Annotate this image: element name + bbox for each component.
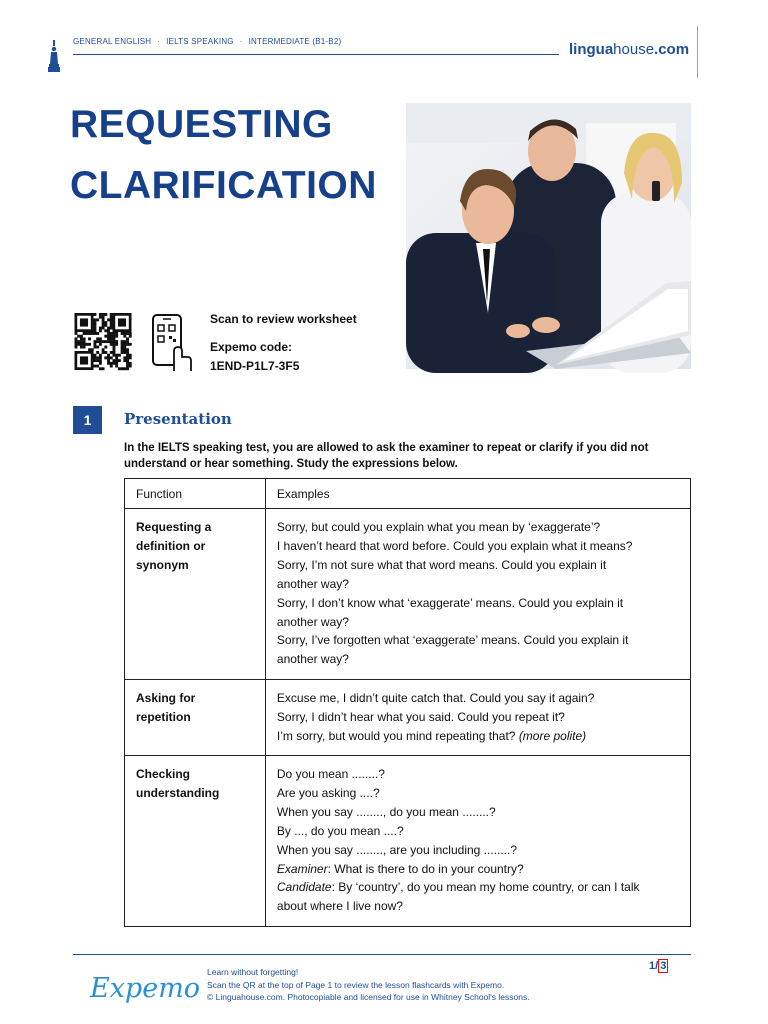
candidate-label: Candidate: [276, 880, 332, 895]
examples-cell: [265, 509, 690, 680]
example-line: Sorry, I don’t know what ‘exaggerate’ means. Could you explain it: [276, 595, 624, 610]
table-row: [125, 509, 691, 680]
footer-line: © Linguahouse.com. Photocopiable and licensed for use in Whitney School's lessons.: [207, 992, 530, 1002]
function-text: definition or: [136, 538, 206, 553]
example-line: Sorry, I’m not sure what that word means. Could you explain it: [276, 557, 607, 572]
function-text: Checking: [136, 767, 191, 781]
expemo-code-value: 1END-P1L7-3F5: [210, 359, 300, 373]
footer-line: Scan the QR at the top of Page 1 to review the lesson flashcards with Expemo.: [207, 979, 505, 990]
brand-bold: lingua: [569, 41, 614, 58]
title-line: REQUESTING: [70, 103, 333, 146]
examiner-label: Examiner: [276, 861, 328, 876]
examples-cell: [265, 756, 690, 927]
page-total: 3: [660, 960, 667, 972]
function-cell: [125, 680, 266, 756]
title-line: CLARIFICATION: [70, 164, 377, 207]
expemo-logo-text: Expemo: [90, 973, 201, 1004]
page-current: 1: [649, 960, 656, 972]
candidate-text: : By ‘country’, do you mean my home country, or can I talk: [331, 880, 640, 895]
example-line: another way?: [276, 614, 349, 629]
example-line: [277, 878, 679, 897]
column-header-function: Function: [125, 479, 266, 509]
brand-divider: [697, 26, 698, 78]
example-line: [277, 860, 679, 879]
function-text: synonym: [136, 557, 189, 572]
example-line: By ..., do you mean ....?: [276, 823, 404, 838]
function-cell: [125, 756, 266, 927]
page-separator: /: [655, 960, 659, 972]
example-line: Sorry, but could you explain what you mean by ‘exaggerate’?: [276, 520, 601, 534]
brand-light: house: [613, 41, 655, 58]
section-intro: In the IELTS speaking test, you are allowed to ask the examiner to repeat or clarify if you did not understand or hear something. Study the expressions below.: [124, 442, 649, 470]
qr-code-icon: [73, 313, 133, 370]
example-text: I’m sorry, but would you mind repeating that?: [276, 728, 516, 743]
expressions-table: [124, 478, 691, 927]
example-line: When you say ........, do you mean ........?: [276, 804, 496, 819]
statue-of-liberty-icon: [47, 40, 61, 72]
page-number: [649, 960, 668, 972]
breadcrumb-item: INTERMEDIATE (B1-B2): [248, 37, 342, 46]
example-line: another way?: [276, 576, 349, 591]
example-line: about where I live now?: [276, 899, 403, 914]
function-text: Asking for: [136, 691, 196, 705]
example-line: Sorry, I’ve forgotten what ‘exaggerate’ means. Could you explain it: [276, 633, 629, 648]
example-line: Excuse me, I didn’t quite catch that. Could you say it again?: [276, 691, 595, 705]
examples-cell: [265, 680, 690, 756]
footer-divider: [73, 954, 691, 955]
breadcrumb-separator: ·: [157, 37, 161, 46]
footer-text: [207, 966, 530, 1004]
office-team-photo: [406, 103, 691, 369]
example-line: Do you mean ........?: [276, 767, 385, 781]
scan-to-review-label: Scan to review worksheet: [210, 312, 357, 326]
examiner-text: : What is there to do in your country?: [327, 861, 524, 876]
expemo-logo: [88, 965, 201, 1010]
function-text: repetition: [136, 709, 191, 724]
brand-domain: .com: [654, 41, 690, 58]
example-line: I haven’t heard that word before. Could you explain what it means?: [276, 538, 633, 553]
example-line: When you say ........, are you including ........?: [276, 842, 518, 857]
footer-line: Learn without forgetting!: [207, 967, 299, 977]
example-line: Sorry, I didn’t hear what you said. Could you repeat it?: [276, 709, 565, 724]
brand-logo: [569, 41, 689, 58]
function-text: Requesting a: [136, 520, 212, 534]
polite-note: (more polite): [518, 728, 587, 743]
section-title: Presentation: [124, 410, 232, 428]
expemo-code-label: Expemo code:: [210, 340, 293, 354]
example-line: another way?: [276, 652, 349, 667]
table-row: [125, 756, 691, 927]
example-line: [277, 727, 679, 746]
column-header-examples: Examples: [265, 479, 690, 509]
table-header-row: [125, 479, 691, 509]
phone-scan-icon: [150, 313, 192, 371]
function-text: understanding: [136, 785, 220, 800]
header-divider: [73, 54, 559, 55]
breadcrumb-item: IELTS SPEAKING: [166, 37, 234, 46]
breadcrumb-item: GENERAL ENGLISH: [73, 37, 152, 46]
breadcrumb: [73, 37, 341, 46]
section-number-badge: 1: [73, 406, 102, 434]
example-line: Are you asking ....?: [276, 785, 380, 800]
function-cell: [125, 509, 266, 680]
breadcrumb-separator: ·: [239, 37, 243, 46]
page-title: [70, 94, 400, 216]
table-row: [125, 680, 691, 756]
